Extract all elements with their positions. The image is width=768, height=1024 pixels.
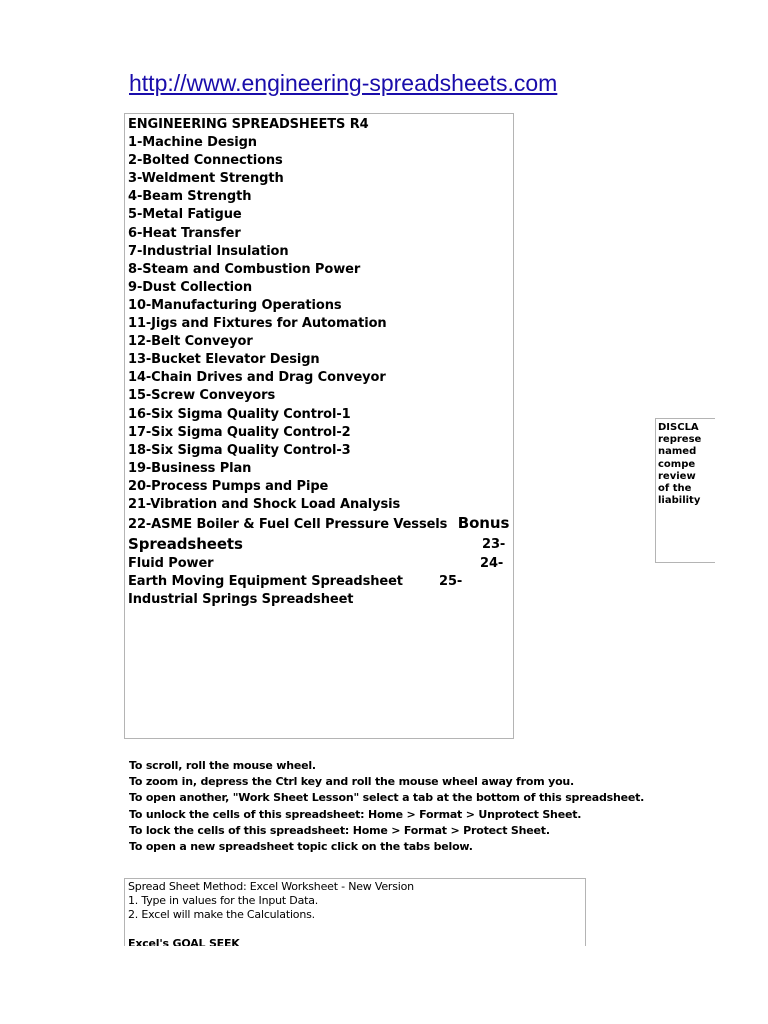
method-cell-box[interactable]	[124, 878, 586, 946]
toc-item: 9-Dust Collection	[128, 279, 253, 295]
toc-item: 15-Screw Conveyors	[128, 388, 276, 404]
disclaimer-line: DISCLA	[658, 422, 699, 433]
disclaimer-line: of the	[658, 483, 692, 495]
toc-item: 10-Manufacturing Operations	[128, 297, 342, 313]
toc-item: 7-Industrial Insulation	[128, 243, 289, 259]
disclaimer-text	[658, 422, 713, 507]
toc-num-23: 23-	[482, 537, 506, 553]
toc-item-industrial-springs: Industrial Springs Spreadsheet	[128, 592, 354, 608]
toc-item: 21-Vibration and Shock Load Analysis	[128, 496, 401, 512]
toc-item: 5-Metal Fatigue	[128, 207, 242, 223]
earth-moving-row	[128, 573, 510, 591]
disclaimer-cell-box[interactable]	[655, 418, 715, 563]
toc-item: 19-Business Plan	[128, 460, 252, 476]
instruction-line: To scroll, roll the mouse wheel.	[129, 759, 316, 772]
toc-item: 14-Chain Drives and Drag Conveyor	[128, 370, 386, 386]
bonus-label: Bonus	[457, 514, 510, 533]
method-step-1: 1. Type in values for the Input Data.	[128, 894, 319, 908]
instructions-block	[129, 758, 644, 855]
disclaimer-line: liability	[658, 495, 701, 507]
instruction-line: To zoom in, depress the Ctrl key and roll the mouse wheel away from you.	[129, 775, 575, 789]
toc-item-22: 22-ASME Boiler & Fuel Cell Pressure Vessels	[128, 517, 448, 533]
toc-num-24: 24-	[480, 556, 504, 572]
toc-item: 6-Heat Transfer	[128, 225, 241, 241]
toc-cell-box[interactable]	[124, 113, 514, 739]
toc-item-earth-moving: Earth Moving Equipment Spreadsheet	[128, 574, 403, 590]
disclaimer-line: represe	[658, 434, 702, 446]
toc-item: 1-Machine Design	[128, 135, 257, 151]
toc-item: 18-Six Sigma Quality Control-3	[128, 442, 351, 458]
toc-item: 16-Six Sigma Quality Control-1	[128, 406, 351, 422]
instruction-line: To lock the cells of this spreadsheet: Home > Format > Protect Sheet.	[129, 823, 550, 837]
toc-item: 20-Process Pumps and Pipe	[128, 478, 329, 494]
fluid-power-row	[128, 555, 510, 573]
toc-item: 8-Steam and Combustion Power	[128, 261, 361, 277]
instruction-line: To open another, "Work Sheet Lesson" select a tab at the bottom of this spreadsheet.	[129, 791, 645, 805]
toc-item: 3-Weldment Strength	[128, 171, 284, 187]
instruction-line: To unlock the cells of this spreadsheet: Home > Format > Unprotect Sheet.	[129, 807, 582, 821]
toc-item: 4-Beam Strength	[128, 189, 252, 205]
spreadsheets-row	[128, 534, 510, 555]
spreadsheets-label: Spreadsheets	[128, 535, 243, 554]
method-title: Spread Sheet Method: Excel Worksheet - New Version	[128, 880, 414, 893]
method-goal-seek: Excel's GOAL SEEK	[128, 936, 240, 946]
toc-item: 11-Jigs and Fixtures for Automation	[128, 316, 387, 332]
toc-item: 2-Bolted Connections	[128, 153, 283, 169]
disclaimer-line: review	[658, 470, 696, 482]
disclaimer-line: named	[658, 446, 697, 458]
method-blank-line	[128, 923, 582, 937]
toc-item: 13-Bucket Elevator Design	[128, 352, 320, 368]
instruction-line: To open a new spreadsheet topic click on the tabs below.	[129, 840, 473, 854]
website-link[interactable]: http://www.engineering-spreadsheets.com	[129, 70, 558, 96]
disclaimer-line: compe	[658, 458, 696, 470]
toc-item-22-row	[128, 514, 510, 534]
toc-num-25: 25-	[439, 574, 463, 590]
toc-list	[128, 134, 510, 514]
method-step-2: 2. Excel will make the Calculations.	[128, 908, 315, 922]
toc-item: 12-Belt Conveyor	[128, 334, 253, 350]
toc-title: ENGINEERING SPREADSHEETS R4	[128, 117, 369, 132]
toc-item-fluid-power: Fluid Power	[128, 556, 214, 572]
toc-item: 17-Six Sigma Quality Control-2	[128, 424, 351, 440]
